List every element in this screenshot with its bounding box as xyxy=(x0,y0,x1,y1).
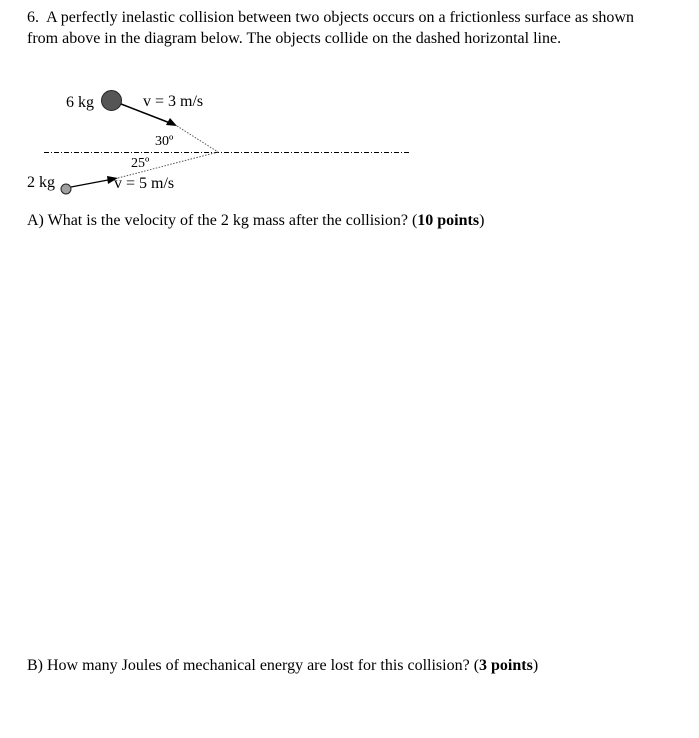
problem-text: A perfectly inelastic collision between two objects occurs on a frictionless surface as shown from above in the diagram below. The objects collide on the dashed horizontal line. xyxy=(27,9,634,47)
mass1-path-extension xyxy=(177,126,218,152)
part-a-close: ) xyxy=(479,212,485,229)
velocity2-label: v = 5 m/s xyxy=(114,175,175,192)
part-a-question xyxy=(27,212,484,230)
part-b-close: ) xyxy=(532,657,539,674)
angle1-label: 30º xyxy=(155,134,174,149)
part-a-points: 10 points xyxy=(417,212,480,229)
angle2-label: 25º xyxy=(131,156,150,171)
mass2-circle xyxy=(61,184,71,194)
velocity1-label: v = 3 m/s xyxy=(143,93,204,110)
part-b-question xyxy=(27,657,538,675)
mass1-label: 6 kg xyxy=(66,94,94,111)
part-b-text: B) How many Joules of mechanical energy are lost for this collision? ( xyxy=(27,657,480,674)
mass1-circle xyxy=(102,91,122,111)
part-b-points: 3 points xyxy=(479,657,533,674)
part-a-text: A) What is the velocity of the 2 kg mass after the collision? ( xyxy=(27,212,418,229)
mass2-label: 2 kg xyxy=(27,174,55,191)
mass2-velocity-arrow xyxy=(71,180,108,187)
problem-number: 6. xyxy=(27,9,39,26)
